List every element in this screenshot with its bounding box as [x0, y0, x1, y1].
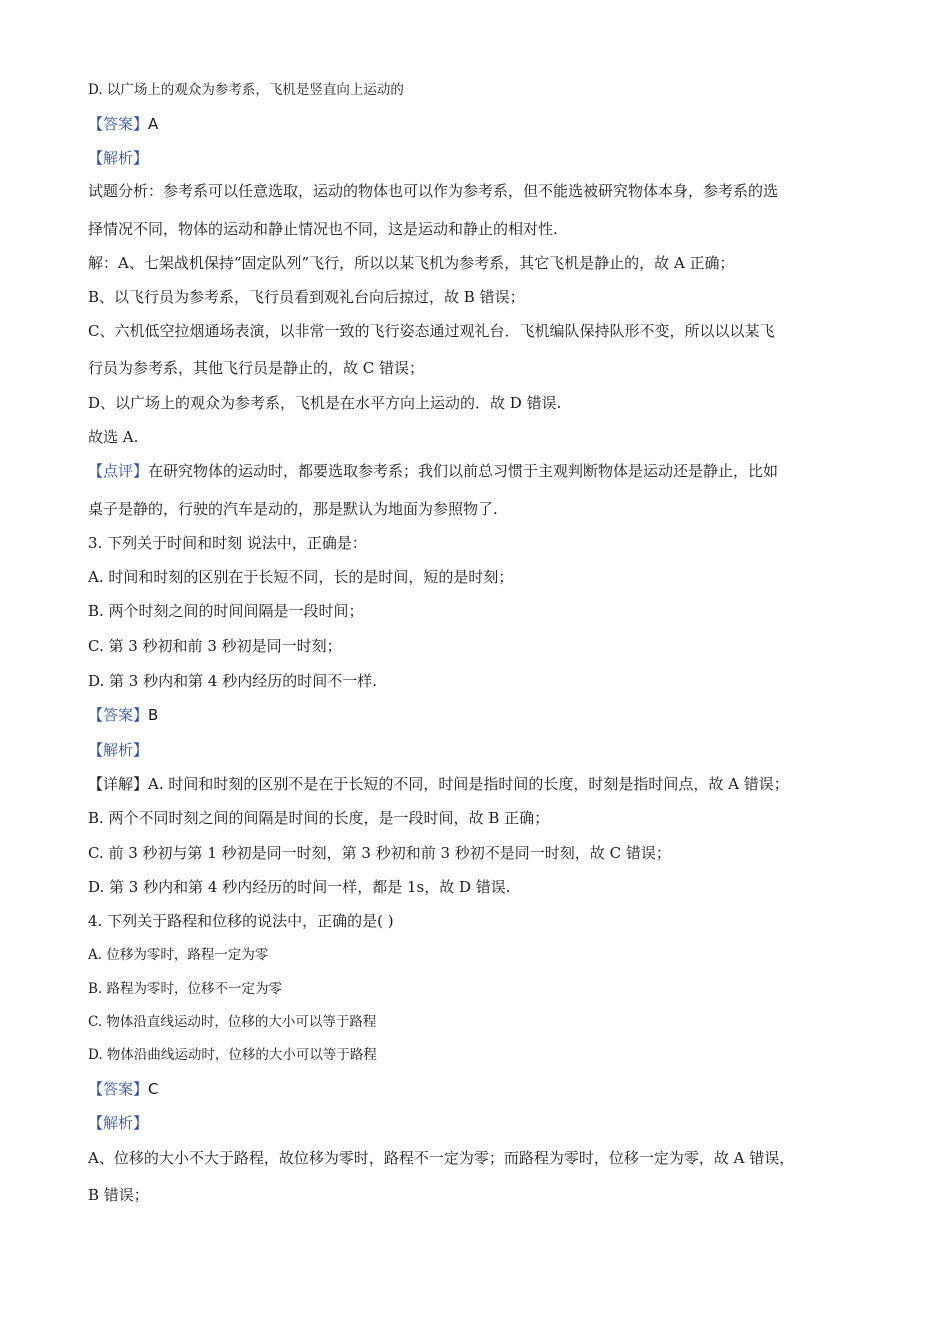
- q2-comment-line: 桌子是静的，行驶的汽车是动的，那是默认为地面为参照物了.: [88, 500, 498, 518]
- q3-analysis-tag: 【解析】: [88, 741, 149, 759]
- q2-analysis-line: 行员为参考系，其他飞行员是静止的，故 C 错误；: [88, 359, 425, 377]
- q3-detail: [88, 774, 878, 794]
- q2-analysis-line: 解：A、七架战机保持“固定队列”飞行，所以以某飞机为参考系，其它飞机是静止的，故 A 正确；: [88, 254, 735, 272]
- q2-answer: [88, 114, 878, 134]
- q4-option-a: A. 位移为零时，路程一定为零: [88, 947, 269, 963]
- q4-stem: 4. 下列关于路程和位移的说法中，正确的是( ): [88, 912, 394, 930]
- q2-analysis-line: C、六机低空拉烟通场表演，以非常一致的飞行姿态通过观礼台．飞机编队保持队形不变，所以以以某飞: [88, 322, 775, 340]
- q3-option-c: C. 第 3 秒初和前 3 秒初是同一时刻；: [88, 637, 342, 655]
- q4-analysis-tag: 【解析】: [88, 1114, 149, 1132]
- q2-analysis-line: D、以广场上的观众为参考系，飞机是在水平方向上运动的．故 D 错误.: [88, 394, 562, 412]
- q2-option-d: D. 以广场上的观众为参考系，飞机是竖直向上运动的: [88, 82, 404, 98]
- q2-analysis-line: 择情况不同，物体的运动和静止情况也不同，这是运动和静止的相对性.: [88, 220, 558, 238]
- q4-analysis-line: A、位移的大小不大于路程，故位移为零时，路程不一定为零；而路程为零时，位移一定为零，故 A 错误，: [88, 1149, 795, 1167]
- comment-tag: 【点评】: [88, 462, 149, 480]
- detail-text: A. 时间和时刻的区别不是在于长短的不同，时间是指时间的长度，时刻是指时间点，故 A 错误；: [148, 775, 789, 793]
- q2-analysis-line: 试题分析：参考系可以任意选取，运动的物体也可以作为参考系，但不能选被研究物体本身，参考系的选: [88, 182, 779, 200]
- q3-detail-line: D. 第 3 秒内和第 4 秒内经历的时间一样，都是 1s，故 D 错误.: [88, 878, 511, 896]
- q4-answer: [88, 1079, 878, 1099]
- detail-tag: 【详解】: [88, 775, 149, 793]
- q3-option-a: A. 时间和时刻的区别在于长短不同，长的是时间，短的是时刻；: [88, 568, 514, 586]
- q2-analysis-line: 故选 A.: [88, 428, 139, 446]
- q2-analysis-line: B、以飞行员为参考系，飞行员看到观礼台向后掠过，故 B 错误；: [88, 288, 525, 306]
- answer-tag: 【答案】: [88, 1080, 149, 1098]
- q2-comment: [88, 461, 878, 481]
- q4-analysis-line: B 错误；: [88, 1186, 149, 1204]
- q4-option-b: B. 路程为零时，位移不一定为零: [88, 981, 283, 997]
- q3-detail-line: C. 前 3 秒初与第 1 秒初是同一时刻，第 3 秒初和前 3 秒初不是同一时刻，故 C 错误；: [88, 844, 671, 862]
- q3-detail-line: B. 两个不同时刻之间的间隔是时间的长度，是一段时间，故 B 正确；: [88, 809, 550, 827]
- q4-option-c: C. 物体沿直线运动时，位移的大小可以等于路程: [88, 1014, 377, 1030]
- answer-value: A: [148, 115, 159, 133]
- q3-stem: 3. 下列关于时间和时刻 说法中，正确是：: [88, 534, 367, 552]
- q3-option-b: B. 两个时刻之间的时间间隔是一段时间；: [88, 602, 364, 620]
- answer-tag: 【答案】: [88, 115, 149, 133]
- q3-answer: [88, 705, 878, 725]
- q3-option-d: D. 第 3 秒内和第 4 秒内经历的时间不一样.: [88, 672, 377, 690]
- answer-tag: 【答案】: [88, 706, 149, 724]
- answer-value: C: [148, 1080, 159, 1098]
- q2-analysis-tag: 【解析】: [88, 149, 149, 167]
- comment-text: 在研究物体的运动时，都要选取参考系；我们以前总习惯于主观判断物体是运动还是静止，比如: [148, 462, 779, 480]
- answer-value: B: [148, 706, 159, 724]
- q4-option-d: D. 物体沿曲线运动时，位移的大小可以等于路程: [88, 1047, 377, 1063]
